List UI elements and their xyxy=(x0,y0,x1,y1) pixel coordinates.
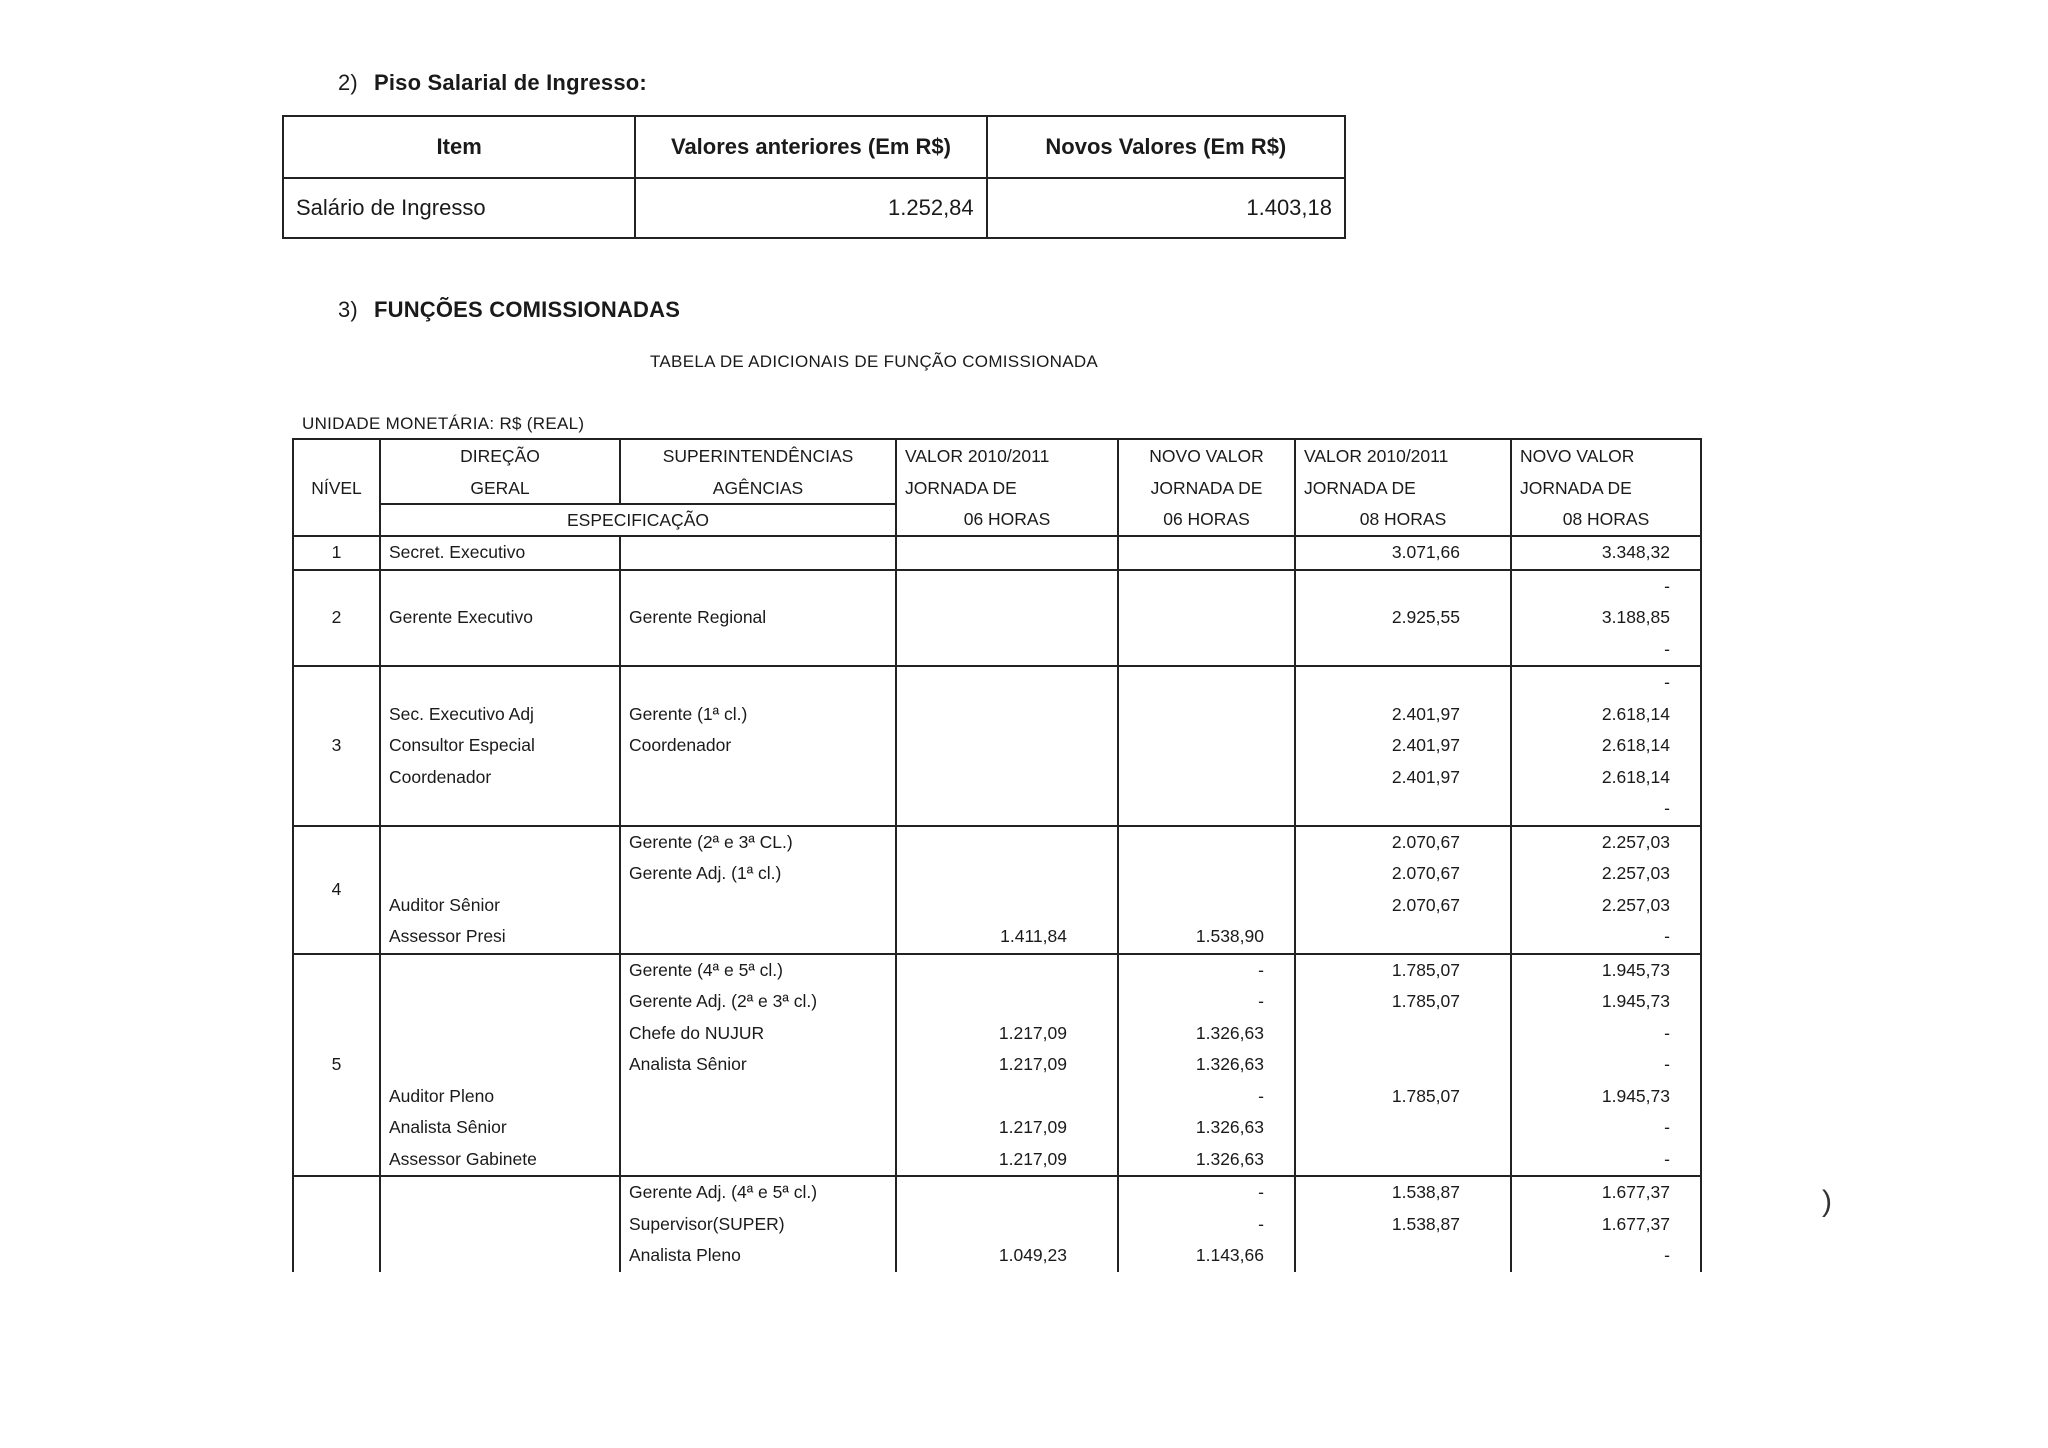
cell-nivel: 4 xyxy=(293,826,380,954)
cell-line xyxy=(905,667,1067,699)
cell-superintendencia xyxy=(620,1176,896,1272)
cell-line xyxy=(629,890,887,922)
cell-line: 1.326,63 xyxy=(1195,1148,1264,1169)
cell-line: Gerente Executivo xyxy=(389,607,533,627)
cell-direcao xyxy=(380,536,620,570)
cell-line: Supervisor(SUPER) xyxy=(629,1213,785,1234)
table-row xyxy=(293,954,1701,1177)
cell-nivel: 5 xyxy=(293,954,380,1177)
cell-line xyxy=(905,571,1067,603)
cell-line: - xyxy=(1664,1148,1670,1169)
cell-line xyxy=(1304,571,1460,603)
cell-line: 1.326,63 xyxy=(1195,1054,1264,1074)
cell-line xyxy=(905,858,1067,890)
cell-line: 2.618,14 xyxy=(1601,703,1670,724)
cell-valor-6h xyxy=(896,536,1118,570)
cell-line: 1.326,63 xyxy=(1195,1022,1264,1043)
cell-line xyxy=(1304,1049,1460,1081)
cell-line xyxy=(389,634,611,666)
cell-line: 1.785,07 xyxy=(1391,991,1460,1011)
cell-line: 2.257,03 xyxy=(1601,863,1670,883)
cell-line: 2.618,14 xyxy=(1601,766,1670,787)
cell-line xyxy=(905,827,1067,859)
cell-line xyxy=(389,667,611,699)
cell-line: - xyxy=(1664,798,1670,818)
cell-line: 1.945,73 xyxy=(1601,1085,1670,1106)
cell-valor-8h xyxy=(1295,1176,1511,1272)
cell-valor-6h xyxy=(896,666,1118,826)
cell-line: Auditor Pleno xyxy=(389,1085,495,1106)
cell-line: 1.538,90 xyxy=(1195,926,1264,946)
cell-line xyxy=(905,634,1067,666)
cell-line xyxy=(389,571,611,603)
cell-novo-6h xyxy=(1118,570,1295,667)
header-valor-6h: VALOR 2010/2011 JORNADA DE 06 HORAS xyxy=(896,439,1118,536)
cell-line: 1.538,87 xyxy=(1391,1182,1460,1202)
cell-line: 1.326,63 xyxy=(1195,1117,1264,1137)
cell-valor-8h xyxy=(1295,954,1511,1177)
cell-line: - xyxy=(1258,1213,1264,1234)
currency-note: UNIDADE MONETÁRIA: R$ (REAL) xyxy=(302,414,585,433)
cell-line xyxy=(905,1081,1067,1113)
cell-line: 1.945,73 xyxy=(1601,991,1670,1011)
cell-line: 2.401,97 xyxy=(1391,766,1460,787)
cell-line: - xyxy=(1664,1022,1670,1043)
cell-line xyxy=(1127,634,1264,666)
cell-valor-8h xyxy=(1295,570,1511,667)
header-nivel: NÍVEL xyxy=(293,439,380,536)
cell-line: Auditor Sênior xyxy=(389,894,500,915)
cell-line: - xyxy=(1258,991,1264,1011)
cell-line: 1.217,09 xyxy=(998,1117,1067,1137)
cell-line: Secret. Executivo xyxy=(389,542,526,562)
cell-nivel xyxy=(293,1176,380,1272)
cell-line xyxy=(905,602,1067,634)
cell-line: 3.071,66 xyxy=(1391,542,1460,562)
table-row xyxy=(293,666,1701,826)
cell-direcao xyxy=(380,666,620,826)
header-novo-8h: NOVO VALOR JORNADA DE 08 HORAS xyxy=(1511,439,1701,536)
cell-line xyxy=(629,634,887,666)
cell-line xyxy=(1127,890,1264,922)
cell-line xyxy=(629,762,887,794)
funcoes-table xyxy=(292,438,1702,1272)
cell-superintendencia xyxy=(620,570,896,667)
cell-line xyxy=(1127,699,1264,731)
cell-line: 2.618,14 xyxy=(1601,735,1670,755)
piso-header-row xyxy=(283,116,1345,178)
section-2-title: Piso Salarial de Ingresso: xyxy=(373,70,647,95)
cell-novo-6h xyxy=(1118,666,1295,826)
table-row xyxy=(293,570,1701,667)
cell-novo-8h xyxy=(1511,1176,1701,1272)
cell-line: - xyxy=(1664,575,1670,596)
cell-line xyxy=(905,955,1067,987)
section-2-number: 2) xyxy=(338,70,358,95)
cell-line: Gerente Regional xyxy=(629,607,767,627)
cell-direcao xyxy=(380,570,620,667)
cell-line: - xyxy=(1258,1085,1264,1106)
cell-direcao xyxy=(380,1176,620,1272)
cell-novo-8h xyxy=(1511,570,1701,667)
cell-line xyxy=(905,1209,1067,1241)
cell-line xyxy=(1127,571,1264,603)
cell-line xyxy=(905,890,1067,922)
cell-line xyxy=(629,537,887,569)
cell-line xyxy=(389,858,611,890)
cell-line xyxy=(1304,667,1460,699)
cell-valor-6h xyxy=(896,954,1118,1177)
cell-line: Gerente (2ª e 3ª CL.) xyxy=(629,831,793,852)
cell-line: - xyxy=(1664,672,1670,692)
cell-line xyxy=(629,1081,887,1113)
cell-line xyxy=(1127,858,1264,890)
piso-cell-item: Salário de Ingresso xyxy=(283,178,635,238)
cell-line: 1.677,37 xyxy=(1601,1213,1670,1234)
cell-line xyxy=(389,827,611,859)
cell-line: - xyxy=(1664,1117,1670,1137)
section-2-heading xyxy=(338,70,647,96)
funcoes-header-row xyxy=(293,439,1701,504)
piso-header-item: Item xyxy=(283,116,635,178)
cell-line: Assessor Gabinete xyxy=(389,1148,537,1169)
cell-line xyxy=(389,1049,611,1081)
funcoes-body xyxy=(293,536,1701,1272)
cell-line xyxy=(389,1240,611,1272)
cell-line: 1.677,37 xyxy=(1601,1182,1670,1202)
cell-line xyxy=(905,730,1067,762)
cell-line: Gerente Adj. (1ª cl.) xyxy=(629,863,782,883)
cell-line: Gerente Adj. (2ª e 3ª cl.) xyxy=(629,991,818,1011)
cell-line xyxy=(1304,1018,1460,1050)
cell-novo-6h xyxy=(1118,536,1295,570)
cell-line xyxy=(905,699,1067,731)
stray-mark: ) xyxy=(1822,1185,1832,1218)
cell-line: 1.945,73 xyxy=(1601,959,1670,980)
cell-line xyxy=(389,1018,611,1050)
cell-valor-8h xyxy=(1295,826,1511,954)
section-3-heading xyxy=(338,297,680,323)
cell-line: Gerente (1ª cl.) xyxy=(629,703,748,724)
cell-line: 2.070,67 xyxy=(1391,831,1460,852)
cell-superintendencia xyxy=(620,536,896,570)
cell-line: Analista Sênior xyxy=(389,1117,507,1137)
cell-direcao xyxy=(380,826,620,954)
cell-line: 1.217,09 xyxy=(998,1054,1067,1074)
cell-line xyxy=(1127,537,1264,569)
cell-line: - xyxy=(1664,1245,1670,1265)
table-row xyxy=(293,826,1701,954)
section-3-number: 3) xyxy=(338,297,358,322)
cell-direcao xyxy=(380,954,620,1177)
cell-line xyxy=(629,571,887,603)
cell-line: 1.049,23 xyxy=(998,1245,1067,1265)
cell-novo-8h xyxy=(1511,826,1701,954)
header-superintendencias: SUPERINTENDÊNCIAS AGÊNCIAS xyxy=(620,439,896,504)
cell-nivel: 1 xyxy=(293,536,380,570)
cell-line: - xyxy=(1664,926,1670,946)
cell-line xyxy=(629,1112,887,1144)
cell-line: 2.401,97 xyxy=(1391,703,1460,724)
cell-nivel: 2 xyxy=(293,570,380,667)
cell-line: 1.785,07 xyxy=(1391,959,1460,980)
cell-novo-6h xyxy=(1118,1176,1295,1272)
cell-line: Gerente Adj. (4ª e 5ª cl.) xyxy=(629,1182,818,1202)
cell-line xyxy=(629,667,887,699)
cell-line: - xyxy=(1258,959,1264,980)
cell-line xyxy=(629,1144,887,1176)
cell-line xyxy=(1304,1144,1460,1176)
cell-line: Analista Sênior xyxy=(629,1054,747,1074)
cell-superintendencia xyxy=(620,954,896,1177)
cell-line: Sec. Executivo Adj xyxy=(389,703,534,724)
cell-valor-6h xyxy=(896,570,1118,667)
cell-line: 2.257,03 xyxy=(1601,831,1670,852)
piso-cell-novo: 1.403,18 xyxy=(987,178,1345,238)
cell-line xyxy=(905,1177,1067,1209)
cell-line xyxy=(389,986,611,1018)
table-row xyxy=(293,536,1701,570)
cell-valor-8h xyxy=(1295,536,1511,570)
cell-line: 1.538,87 xyxy=(1391,1213,1460,1234)
cell-valor-6h xyxy=(896,826,1118,954)
cell-line: 2.257,03 xyxy=(1601,894,1670,915)
cell-line: Coordenador xyxy=(629,735,732,755)
cell-line xyxy=(1127,762,1264,794)
cell-line: Analista Pleno xyxy=(629,1245,741,1265)
cell-line: 3.348,32 xyxy=(1601,542,1670,562)
cell-line: Gerente (4ª e 5ª cl.) xyxy=(629,959,783,980)
cell-nivel: 3 xyxy=(293,666,380,826)
cell-line: 1.217,09 xyxy=(998,1022,1067,1043)
cell-line: 2.070,67 xyxy=(1391,863,1460,883)
cell-line: 2.070,67 xyxy=(1391,894,1460,915)
cell-line xyxy=(1127,602,1264,634)
piso-header-novos: Novos Valores (Em R$) xyxy=(987,116,1345,178)
piso-header-anteriores: Valores anteriores (Em R$) xyxy=(635,116,986,178)
cell-line: - xyxy=(1664,638,1670,659)
cell-line xyxy=(1304,1240,1460,1272)
cell-novo-6h xyxy=(1118,954,1295,1177)
section-3-title: FUNÇÕES COMISSIONADAS xyxy=(373,297,681,322)
cell-line xyxy=(905,762,1067,794)
cell-line xyxy=(1304,921,1460,953)
table-row xyxy=(283,178,1345,238)
cell-line xyxy=(1304,634,1460,666)
cell-novo-8h xyxy=(1511,666,1701,826)
piso-salarial-table xyxy=(282,115,1346,239)
cell-line xyxy=(629,921,887,953)
cell-line xyxy=(389,1177,611,1209)
cell-line: 2.925,55 xyxy=(1391,607,1460,627)
cell-line: 1.143,66 xyxy=(1195,1245,1264,1265)
cell-line xyxy=(389,955,611,987)
cell-superintendencia xyxy=(620,666,896,826)
cell-line: Coordenador xyxy=(389,766,492,787)
cell-line xyxy=(1304,1112,1460,1144)
header-novo-6h: NOVO VALOR JORNADA DE 06 HORAS xyxy=(1118,439,1295,536)
cell-novo-8h xyxy=(1511,954,1701,1177)
cell-novo-8h xyxy=(1511,536,1701,570)
cell-line: - xyxy=(1258,1182,1264,1202)
cell-line xyxy=(905,986,1067,1018)
cell-line: 1.217,09 xyxy=(998,1148,1067,1169)
cell-line: 3.188,85 xyxy=(1601,607,1670,627)
cell-line xyxy=(1127,827,1264,859)
cell-valor-8h xyxy=(1295,666,1511,826)
piso-cell-anterior: 1.252,84 xyxy=(635,178,986,238)
cell-line xyxy=(1127,667,1264,699)
cell-line xyxy=(905,537,1067,569)
cell-line: 1.785,07 xyxy=(1391,1085,1460,1106)
cell-line: Consultor Especial xyxy=(389,735,535,755)
cell-line xyxy=(1127,730,1264,762)
cell-superintendencia xyxy=(620,826,896,954)
table-row xyxy=(293,1176,1701,1272)
cell-line xyxy=(389,1209,611,1241)
header-especificacao: ESPECIFICAÇÃO xyxy=(380,504,896,536)
header-valor-8h: VALOR 2010/2011 JORNADA DE 08 HORAS xyxy=(1295,439,1511,536)
cell-line: Assessor Presi xyxy=(389,926,506,946)
cell-line: 1.411,84 xyxy=(1000,926,1067,946)
header-direcao: DIREÇÃO GERAL xyxy=(380,439,620,504)
table-title: TABELA DE ADICIONAIS DE FUNÇÃO COMISSIONADA xyxy=(650,352,1099,371)
cell-line: - xyxy=(1664,1054,1670,1074)
cell-line: Chefe do NUJUR xyxy=(629,1022,765,1043)
cell-valor-6h xyxy=(896,1176,1118,1272)
cell-novo-6h xyxy=(1118,826,1295,954)
cell-line: 2.401,97 xyxy=(1391,735,1460,755)
